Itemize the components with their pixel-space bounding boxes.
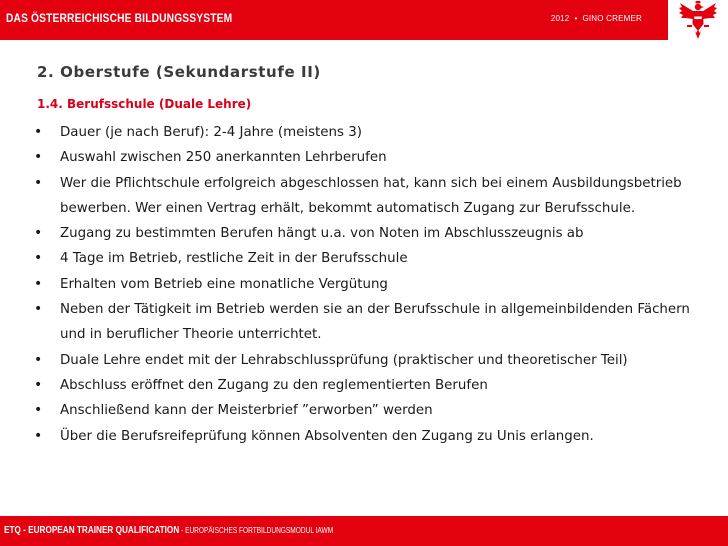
bullet-text: Über die Berufsreifeprüfung können Absolventen den Zugang zu Unis erlangen. [60, 428, 594, 444]
footer-program-name: ETQ - EUROPEAN TRAINER QUALIFICATION [4, 525, 180, 536]
bullet-text: Zugang zu bestimmten Berufen hängt u.a. von Noten im Abschlusszeugnis ab [60, 226, 584, 242]
bullet-text: Auswahl zwischen 250 anerkannten Lehrberufen [60, 150, 387, 166]
list-item [34, 145, 714, 170]
austrian-eagle-icon [678, 0, 718, 40]
bullet-point: • [34, 301, 43, 318]
bullet-text: Anschließend kann der Meisterbrief ”erworben” werden [60, 403, 433, 419]
section-subheading: 1.4. Berufsschule (Duale Lehre) [37, 97, 252, 111]
bullet-text: Abschluss eröffnet den Zugang zu den reglementierten Berufen [60, 377, 488, 393]
bullet-text: 4 Tage im Betrieb, restliche Zeit in der Berufsschule [60, 251, 408, 267]
bullet-point: • [34, 275, 43, 292]
header-author: GINO CREMER [582, 14, 642, 23]
list-item [34, 398, 714, 423]
bullet-point: • [34, 149, 43, 166]
footer-text [4, 525, 333, 536]
bullet-point: • [34, 250, 43, 267]
header-bar [0, 0, 728, 40]
list-item [34, 297, 714, 348]
bullet-text: Erhalten vom Betrieb eine monatliche Vergütung [60, 276, 388, 292]
header-year: 2012 [550, 14, 570, 23]
bullet-text: Duale Lehre endet mit der Lehrabschlussprüfung (praktischer und theoretischer Teil) [60, 352, 628, 368]
bullet-point: • [34, 124, 43, 140]
bullet-point: • [34, 402, 43, 419]
footer-module-name: - EUROPÄISCHES FORTBILDUNGSMODUL IAWM [179, 526, 334, 535]
bullet-point: • [34, 225, 43, 242]
presentation-title: DAS ÖSTERREICHISCHE BILDUNGSSYSTEM [6, 11, 233, 25]
bullet-point: • [34, 351, 43, 368]
bullet-point: • [34, 174, 43, 191]
header-meta [551, 14, 642, 23]
list-item [34, 424, 714, 449]
list-item [34, 221, 714, 246]
logo-badge [668, 0, 728, 40]
list-item [34, 246, 714, 271]
slide-heading: 2. Oberstufe (Sekundarstufe II) [37, 63, 321, 81]
bullet-text: Neben der Tätigkeit im Betrieb werden sie an der Berufsschule in allgemeinbildenden Fächern und in beruflicher Theorie unterrichtet. [60, 302, 690, 343]
bullet-text: Dauer (je nach Beruf): 2-4 Jahre (meistens 3) [60, 125, 362, 140]
list-item [34, 272, 714, 297]
list-item [34, 120, 714, 145]
header-separator: • [574, 14, 578, 23]
bullet-text: Wer die Pflichtschule erfolgreich abgeschlossen hat, kann sich bei einem Ausbildungsbetrieb bewerben. Wer einen Vertrag erhält, bekommt automatisch Zugang zur Berufsschule. [60, 175, 682, 216]
bullet-point: • [34, 376, 43, 393]
list-item [34, 373, 714, 398]
bullet-list [34, 120, 714, 449]
list-item [34, 348, 714, 373]
list-item [34, 171, 714, 222]
footer-bar [0, 516, 728, 546]
bullet-point: • [34, 427, 43, 444]
